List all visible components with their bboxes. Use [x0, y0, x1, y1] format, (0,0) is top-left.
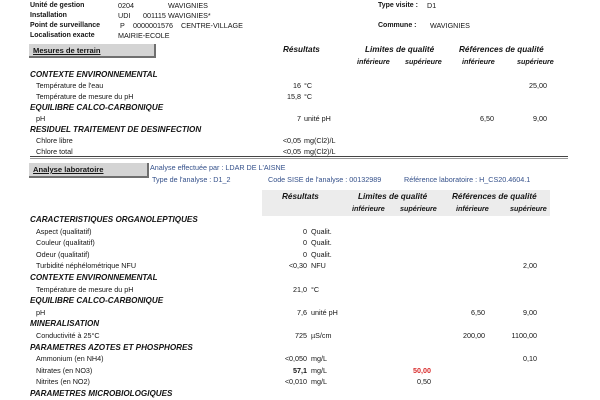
ref-upper: 2,00 — [523, 261, 537, 271]
lab-code-sise: Code SISE de l'analyse : 00132989 — [268, 175, 382, 184]
terrain-measurements — [0, 69, 600, 157]
localisation-value: MAIRIE-ECOLE — [118, 31, 170, 40]
lab-limits-header: Limites de qualité — [358, 192, 428, 201]
measure-value: 0 — [303, 238, 307, 248]
measure-value: <0,30 — [288, 261, 307, 271]
terrain-section-title: Mesures de terrain — [33, 46, 101, 55]
measure-name: Température de mesure du pH — [36, 284, 134, 294]
ref-lower: 6,50 — [480, 114, 494, 123]
measure-row — [0, 307, 600, 319]
point-surveillance-code: 0000001576 — [133, 21, 173, 30]
measure-row — [0, 249, 600, 261]
measure-row — [0, 365, 600, 377]
measure-name: Chlore total — [36, 147, 73, 156]
lab-ref-upper-header: supérieure — [510, 204, 547, 213]
type-visite-value: D1 — [427, 1, 437, 10]
measure-name: Couleur (qualitatif) — [36, 238, 95, 248]
measure-value: <0,010 — [284, 377, 307, 387]
point-surveillance-label: Point de surveillance — [30, 22, 101, 29]
unite-gestion-code: 0204 — [118, 1, 134, 10]
measure-name: Aspect (qualitatif) — [36, 226, 92, 236]
measure-name: Chlore libre — [36, 136, 73, 145]
measure-row — [0, 91, 600, 102]
measure-value: <0,050 — [284, 354, 307, 364]
measure-unit: °C — [304, 92, 313, 101]
measure-value: <0,05 — [282, 136, 301, 145]
terrain-refs-header: Références de qualité — [459, 45, 544, 54]
measure-value: 21,0 — [293, 284, 307, 294]
measure-row — [0, 330, 600, 342]
section-divider — [30, 156, 568, 157]
measure-name: Nitrites (en NO2) — [36, 377, 90, 387]
group-title: EQUILIBRE CALCO-CARBONIQUE — [30, 103, 164, 112]
ref-upper: 0,10 — [523, 354, 537, 364]
measure-row — [0, 113, 600, 124]
ref-upper: 25,00 — [529, 81, 547, 90]
measure-unit: Qualit. — [311, 226, 332, 236]
lab-performed-by: Analyse effectuée par : LDAR DE L'AISNE — [150, 163, 286, 172]
point-surveillance-type: P — [120, 21, 125, 30]
measure-unit: unité pH — [311, 307, 338, 317]
lab-analysis-type: Type de l'analyse : D1_2 — [152, 175, 231, 184]
measure-row — [0, 353, 600, 365]
measure-value: <0,05 — [282, 147, 301, 156]
measure-unit: mg(Cl2)/L — [304, 136, 336, 145]
type-visite-label: Type visite : — [378, 2, 418, 9]
measure-row — [0, 260, 600, 272]
limit-upper: 0,50 — [417, 377, 431, 387]
measure-row — [0, 376, 600, 388]
measure-unit: mg/L — [311, 354, 327, 364]
measure-value: 7,6 — [297, 307, 307, 317]
terrain-results-header: Résultats — [283, 45, 320, 54]
group-title: RESIDUEL TRAITEMENT DE DESINFECTION — [30, 125, 202, 134]
measure-row — [0, 135, 600, 146]
lab-measurements — [0, 214, 600, 400]
ref-lower: 6,50 — [471, 307, 485, 317]
measure-value: 57,1 — [293, 365, 307, 375]
commune-value: WAVIGNIES — [430, 21, 470, 30]
ref-upper: 9,00 — [523, 307, 537, 317]
lab-limit-lower-header: inférieure — [352, 204, 385, 213]
measure-name: Ammonium (en NH4) — [36, 354, 104, 364]
terrain-limit-lower-header: inférieure — [357, 57, 390, 66]
measure-unit: mg/L — [311, 377, 327, 387]
lab-refs-header: Références de qualité — [452, 192, 537, 201]
measure-unit: mg(Cl2)/L — [304, 147, 336, 156]
ref-lower: 200,00 — [463, 330, 485, 340]
installation-name: WAVIGNIES* — [168, 11, 211, 20]
measure-unit: °C — [311, 284, 320, 294]
lab-ref-lower-header: inférieure — [456, 204, 489, 213]
measure-row — [0, 226, 600, 238]
lab-limit-upper-header: supérieure — [400, 204, 437, 213]
group-title: PARAMETRES AZOTES ET PHOSPHORES — [30, 342, 193, 352]
measure-value: 725 — [295, 330, 307, 340]
terrain-ref-lower-header: inférieure — [462, 57, 495, 66]
measure-value: 15,8 — [287, 92, 301, 101]
terrain-ref-upper-header: supérieure — [517, 57, 554, 66]
installation-type: UDI — [118, 11, 131, 20]
section-divider-shadow — [30, 158, 568, 159]
measure-name: Conductivité à 25°C — [36, 330, 100, 340]
group-title: MINERALISATION — [30, 319, 100, 329]
localisation-label: Localisation exacte — [30, 32, 95, 39]
limit-upper: 50,00 — [413, 365, 431, 375]
commune-label: Commune : — [378, 22, 417, 29]
measure-name: Turbidité néphélométrique NFU — [36, 261, 137, 271]
group-title: CONTEXTE ENVIRONNEMENTAL — [30, 70, 158, 79]
measure-unit: Qualit. — [311, 238, 332, 248]
point-surveillance-name: CENTRE-VILLAGE — [181, 21, 243, 30]
measure-value: 16 — [293, 81, 301, 90]
measure-unit: mg/L — [311, 365, 327, 375]
measure-row — [0, 237, 600, 249]
measure-unit: µS/cm — [311, 330, 332, 340]
measure-unit: NFU — [311, 261, 326, 271]
measure-row — [0, 284, 600, 296]
measure-value: 0 — [303, 226, 307, 236]
measure-name: Odeur (qualitatif) — [36, 249, 90, 259]
measure-name: Température de l'eau — [36, 81, 104, 90]
measure-name: Température de mesure du pH — [36, 92, 134, 101]
lab-results-header: Résultats — [282, 192, 319, 201]
ref-upper: 9,00 — [533, 114, 547, 123]
terrain-limit-upper-header: supérieure — [405, 57, 442, 66]
measure-name: pH — [36, 114, 46, 123]
measure-unit: unité pH — [304, 114, 331, 123]
installation-label: Installation — [30, 12, 67, 19]
lab-section-title: Analyse laboratoire — [33, 165, 104, 174]
ref-upper: 1100,00 — [511, 330, 537, 340]
measure-name: Nitrates (en NO3) — [36, 365, 93, 375]
group-title: EQUILIBRE CALCO-CARBONIQUE — [30, 296, 164, 306]
group-title: CARACTERISTIQUES ORGANOLEPTIQUES — [30, 215, 198, 224]
measure-value: 0 — [303, 249, 307, 259]
measure-value: 7 — [297, 114, 301, 123]
installation-code: 001115 — [143, 11, 166, 20]
measure-unit: °C — [304, 81, 313, 90]
measure-row — [0, 80, 600, 91]
terrain-limits-header: Limites de qualité — [365, 45, 435, 54]
measure-name: pH — [36, 307, 46, 317]
measure-unit: Qualit. — [311, 249, 332, 259]
unite-gestion-name: WAVIGNIES — [168, 1, 208, 10]
lab-reference: Référence laboratoire : H_CS20.4604.1 — [404, 175, 531, 184]
group-title: CONTEXTE ENVIRONNEMENTAL — [30, 272, 158, 282]
unite-gestion-label: Unité de gestion — [30, 2, 85, 9]
group-title: PARAMETRES MICROBIOLOGIQUES — [30, 388, 173, 398]
